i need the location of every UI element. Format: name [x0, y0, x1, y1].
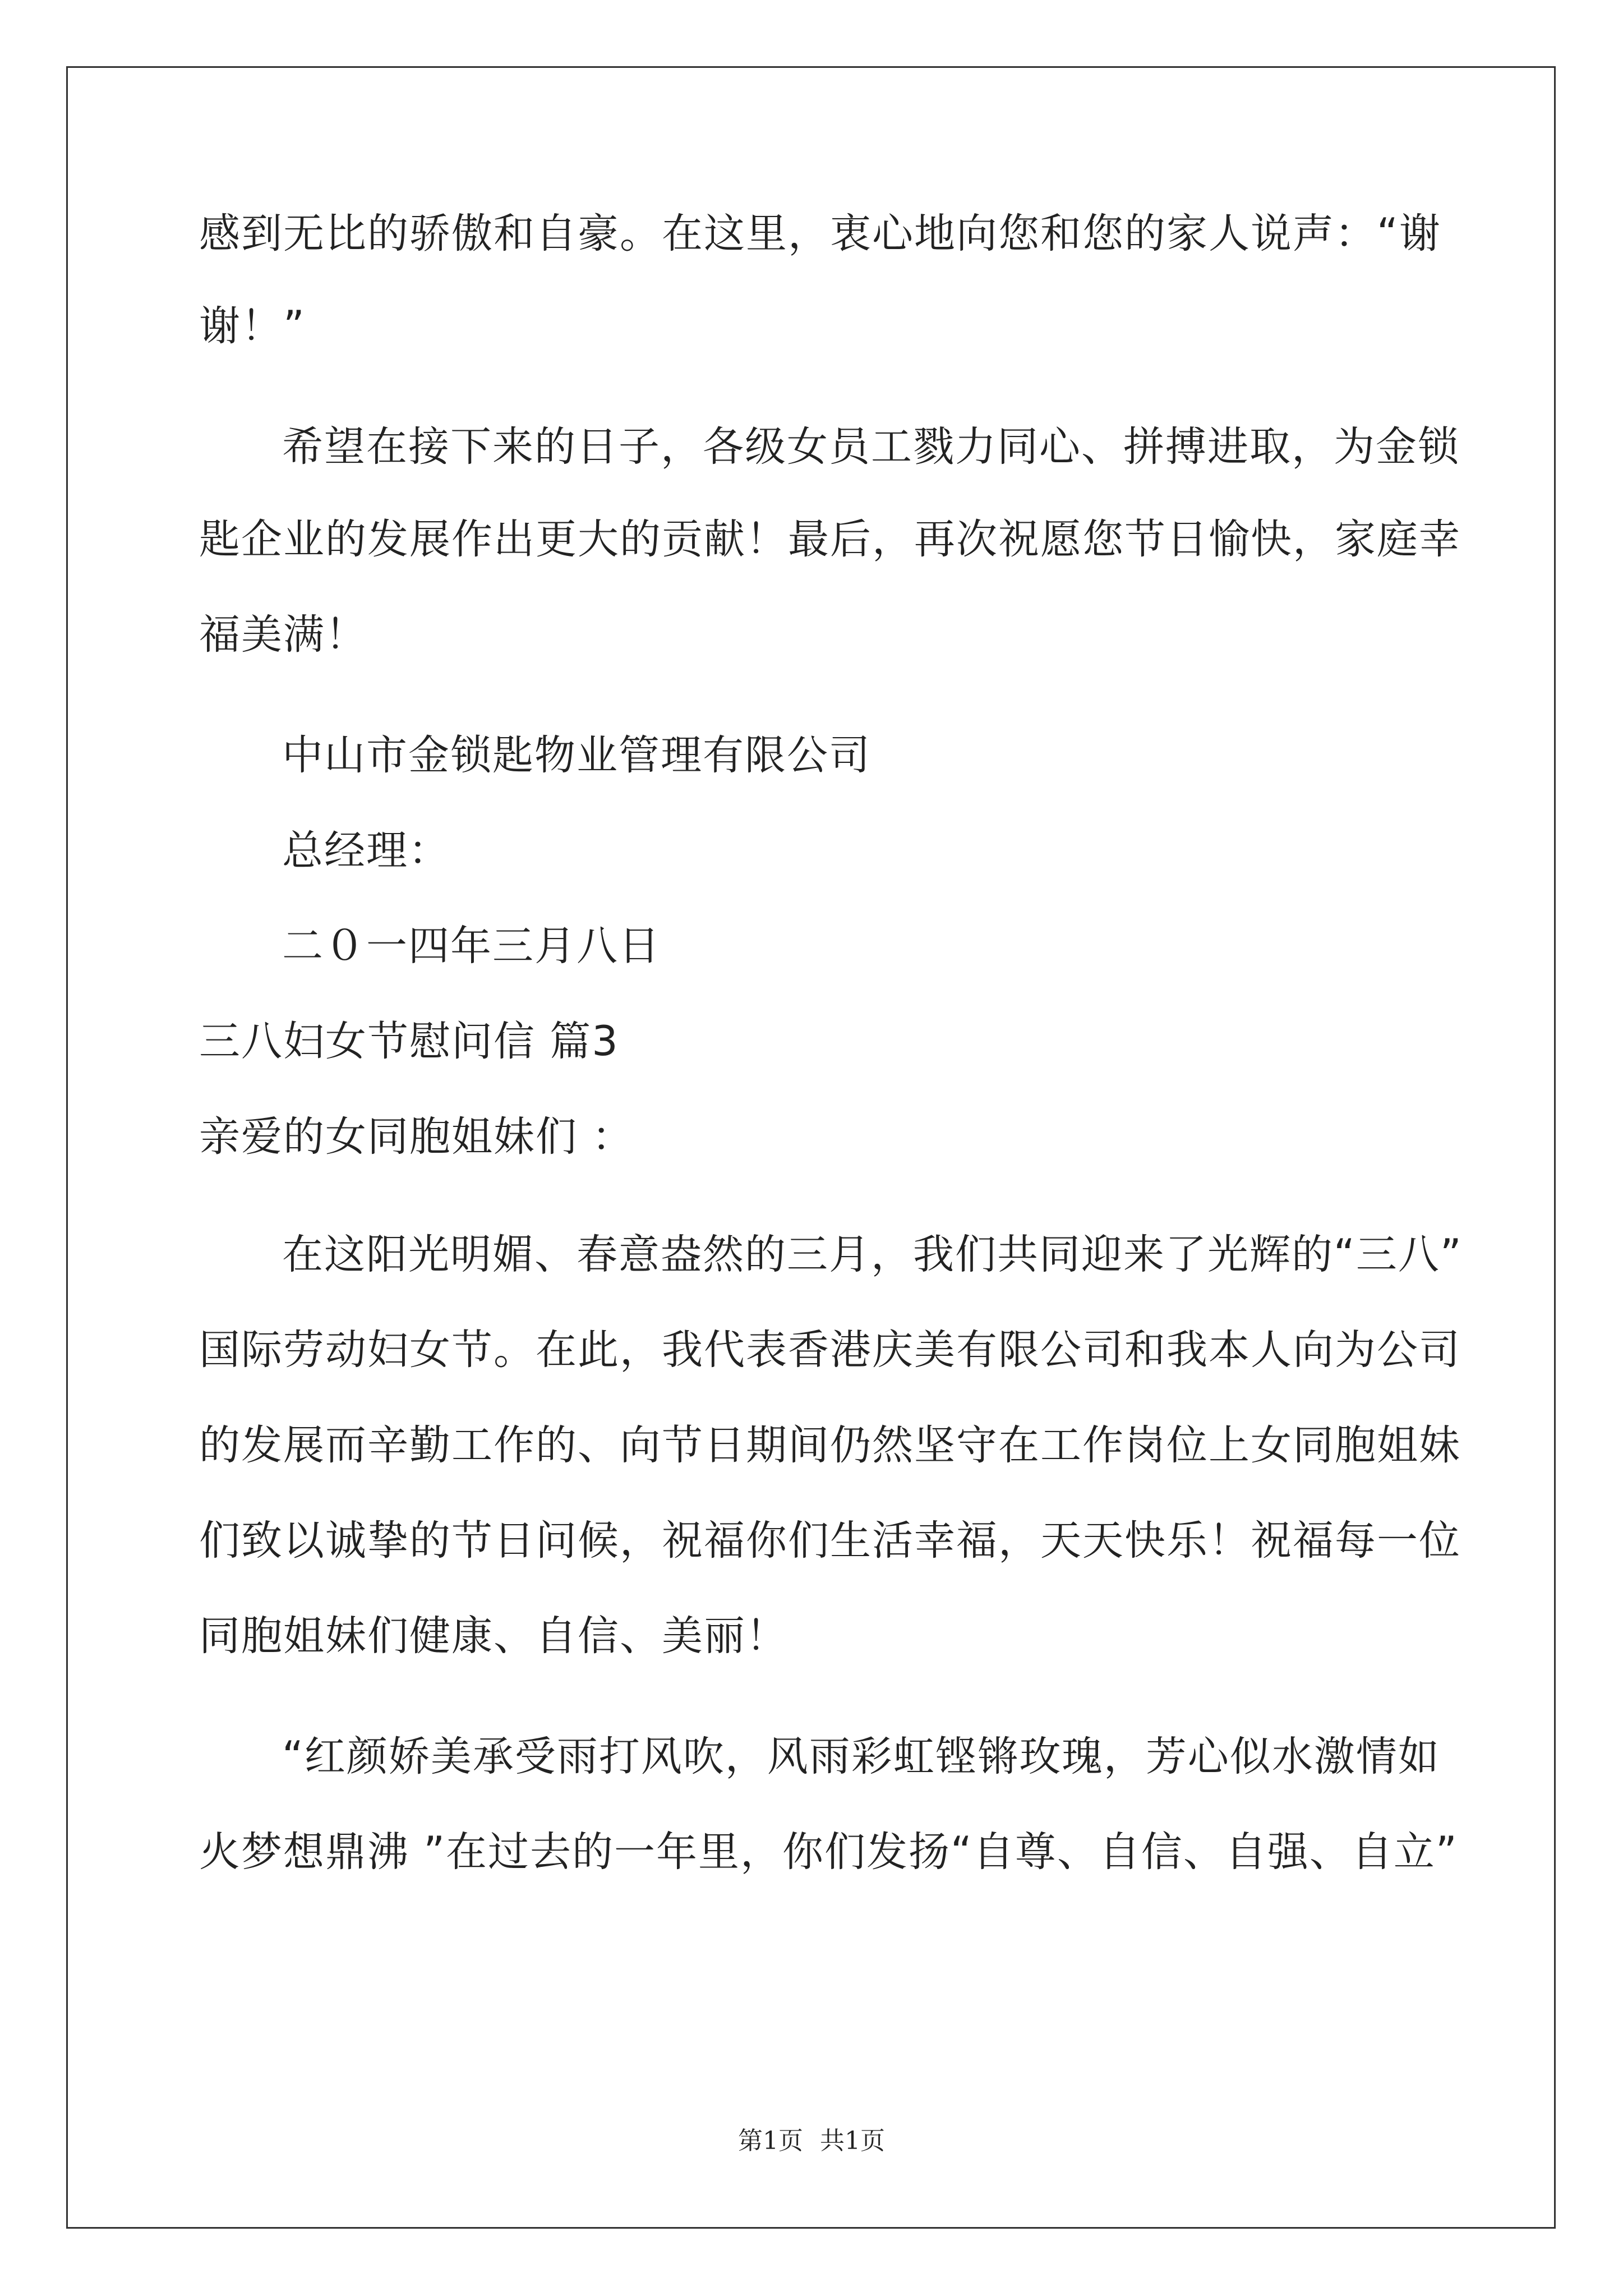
text-line: 二０一四年三月八日: [282, 922, 661, 970]
text-line: 希望在接下来的日子，各级女员工戮力同心、拼搏进取，为金锁: [282, 423, 1460, 471]
text-line: 感到无比的骄傲和自豪。在这里，衷心地向您和您的家人说声：“谢: [199, 210, 1441, 257]
page-number: 第1页: [738, 2127, 803, 2155]
text-line: 的发展而辛勤工作的、向节日期间仍然坚守在工作岗位上女同胞姐妹: [199, 1421, 1461, 1469]
text-line: 同胞姐妹们健康、自信、美丽！: [199, 1612, 788, 1660]
text-line: 三八妇女节慰问信 篇3: [199, 1018, 619, 1065]
page-total: 共1页: [820, 2127, 885, 2155]
text-line: 中山市金锁匙物业管理有限公司: [282, 731, 871, 779]
text-line: 火梦想鼎沸 ”在过去的一年里，你们发扬“自尊、自信、自强、自立”: [199, 1828, 1458, 1876]
text-line: 总经理：: [282, 827, 450, 875]
text-line: 亲爱的女同胞姐妹们 ：: [199, 1113, 634, 1161]
text-line: “红颜娇美承受雨打风吹，风雨彩虹铿锵玫瑰，芳心似水激情如: [282, 1733, 1440, 1780]
page-footer: [0, 2120, 1623, 2156]
text-line: 在这阳光明媚、春意盎然的三月，我们共同迎来了光辉的“三八”: [282, 1231, 1463, 1278]
text-line: 福美满！: [199, 611, 367, 659]
text-line: 匙企业的发展作出更大的贡献！最后，再次祝愿您节日愉快，家庭幸: [199, 516, 1461, 563]
text-line: 谢！”: [199, 302, 306, 350]
text-line: 国际劳动妇女节。在此，我代表香港庆美有限公司和我本人向为公司: [199, 1326, 1461, 1374]
text-line: 们致以诚挚的节日问候，祝福你们生活幸福，天天快乐！祝福每一位: [199, 1517, 1461, 1565]
